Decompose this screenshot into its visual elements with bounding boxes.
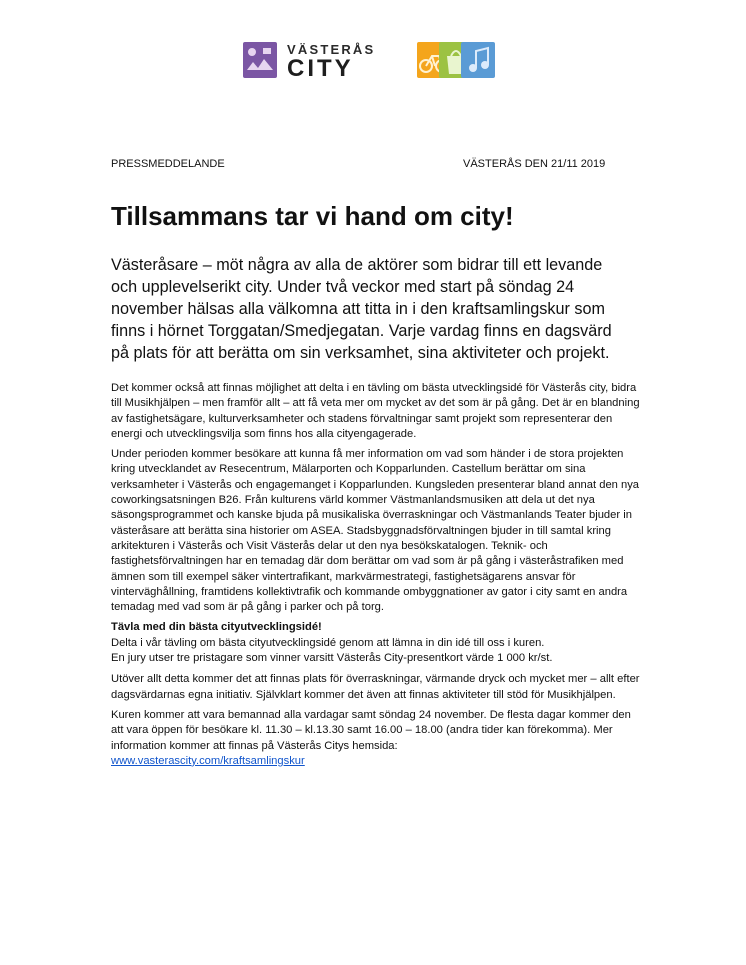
music-icon [461,42,495,78]
city-scene-icon [243,42,277,78]
website-link[interactable]: www.vasterascity.com/kraftsamlingskur [111,754,305,767]
logo-text-top: VÄSTERÅS [287,42,376,57]
competition-block [111,620,643,666]
competition-subhead: Tävla med din bästa cityutvecklingsidé! [111,621,322,634]
paragraph-4: Utöver allt detta kommer det att finnas plats för överraskningar, värmande dryck och mycket mer – allt efter dagsvärdarnas egna initiativ. Självklart kommer det även att finnas aktiviteter till stöd för Musikhjälpen. [111,673,640,701]
paragraph-5-block [111,708,643,769]
logo-text-bottom: CITY [287,55,354,82]
vasteras-city-logo [243,42,498,84]
document-type-label: PRESSMEDDELANDE [111,158,225,170]
body-text [111,381,643,774]
competition-line-2: En jury utser tre pristagare som vinner varsitt Västerås City-presentkort värde 1 000 kr/st. [111,652,553,665]
page-title: Tillsammans tar vi hand om city! [111,201,514,231]
paragraph-5: Kuren kommer att vara bemannad alla vardagar samt söndag 24 november. De flesta dagar kommer den att vara öppen för besökare kl. 11.30 – kl.13.30 samt 16.00 – 18.00 (andra tider kan förekomma). Mer information kommer att finnas på Västerås Citys hemsida: [111,708,631,752]
paragraph-2: Under perioden kommer besökare att kunna få mer information om vad som händer i de stora projekten kring utvecklandet av Resecentrum, Mälarporten och Kopparlunden. Castellum berättar om sina verksamheter i Västerås och engagemanget i Kopparlunden. Kungsleden presenterar bland annat den nya coworkingsatsningen B26. Från kulturens värld kommer Västmanlandsmusiken att dela ut det nya säsongsprogrammet och kanske bjuda på musikaliska överraskningar och Västmanlands Teater bjuder in västeråsare att berätta sina historier om ASEA. Stadsbyggnadsförvaltningen bjuder in till samtal kring arkitekturen i Västerås och Visit Västerås delar ut den nya besökskatalogen. Teknik- och fastighetsförvaltningen har en temadag där dom berättar om vad som är på gång i västeråstrafiken med ämnen som till exempel säker vintertrafikant, markvärmestrategi, fastighetsägarens ansvar för vinterväghållning, framtidens kollektivtrafik och kommande ombyggnationer av gator i city samt en andra temadag med vad som är på gång i parker och på torg. [111,448,640,614]
paragraph-1: Det kommer också att finnas möjlighet att delta i en tävling om bästa utvecklingsidé för Västerås city, bidra till Musikhjälpen – men framför allt – att få veta mer om mycket av det som är på gång. Det är en blandning av fastighetsägare, kulturverksamheter och stadens förvaltningar samt projekt som representerar den energi och utvecklingsvilja som finns hos alla cityengagerade. [111,382,640,440]
competition-line-1: Delta i vår tävling om bästa cityutvecklingsidé genom att lämna in din idé till oss i kuren. [111,636,545,649]
lead-paragraph: Västeråsare – möt några av alla de aktörer som bidrar till ett levande och upplevelserikt city. Under två veckor med start på söndag 24 november hälsas alla välkomna att titta in i den kraftsamlingskur som finns i hörnet Torggatan/Smedjegatan. Varje vardag finns en dagsvärd på plats för att berätta om sin verksamhet, sina aktiviteter och projekt. [111,256,612,362]
place-date-label: VÄSTERÅS DEN 21/11 2019 [463,158,606,170]
